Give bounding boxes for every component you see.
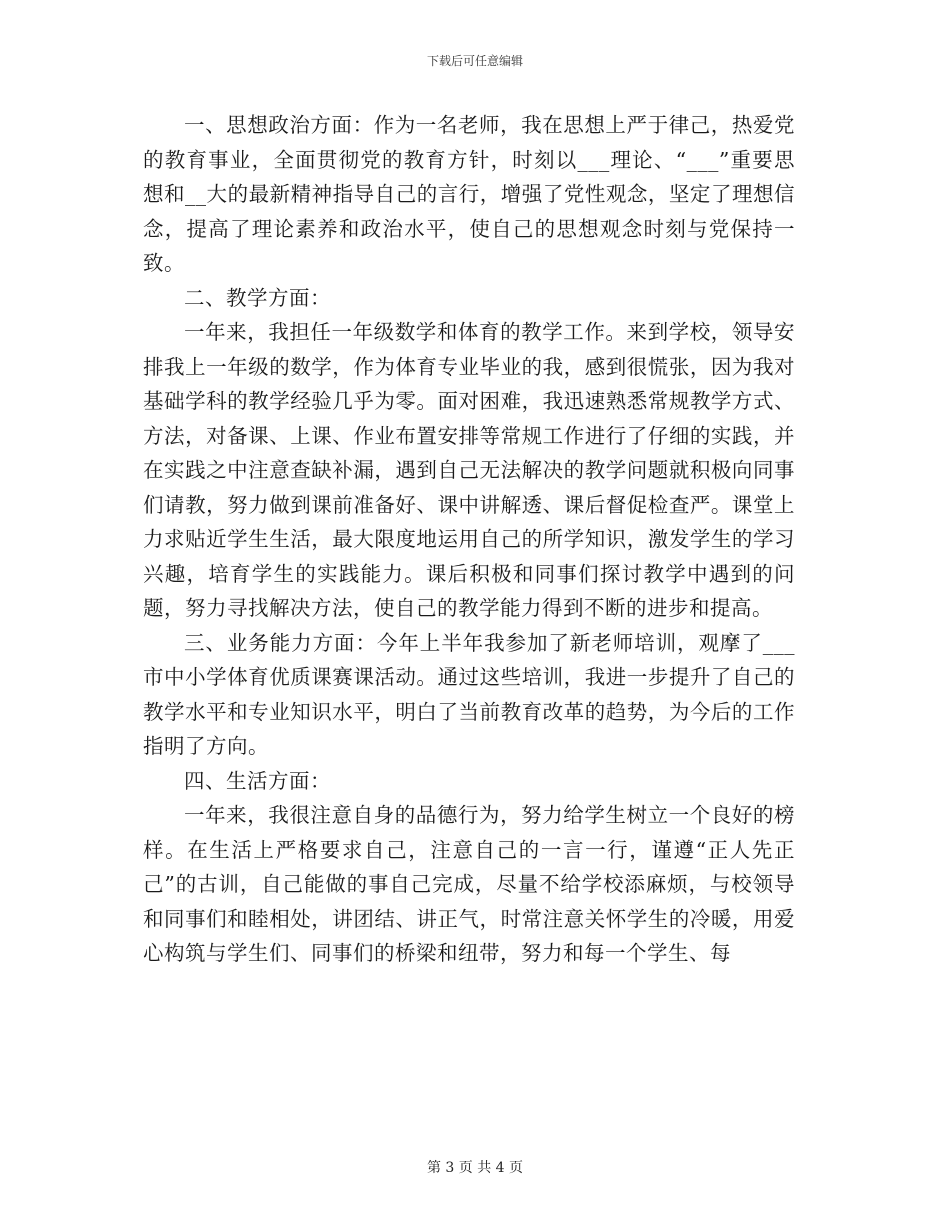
heading-teaching: 二、教学方面： bbox=[184, 285, 331, 310]
paragraph-political: 一、思想政治方面：作为一名老师，我在思想上严于律己，热爱党的教育事业，全面贯彻党的教育方针，时刻以___理论、“___”重要思想和__大的最新精神指导自己的言行，增强了党性观念，坚定了理想信念，提高了理论素养和政治水平，使自己的思想观念时刻与党保持一致。 bbox=[143, 113, 795, 275]
document-body bbox=[143, 108, 795, 971]
heading-life: 四、生活方面： bbox=[184, 768, 331, 793]
paragraph-professional: 三、业务能力方面：今年上半年我参加了新老师培训，观摩了___市中小学体育优质课赛课活动。通过这些培训，我进一步提升了自己的教学水平和专业知识水平，明白了当前教育改革的趋势，为今后的工作指明了方向。 bbox=[143, 630, 795, 758]
page-number: 第 3 页 共 4 页 bbox=[426, 1160, 524, 1176]
paragraph-life: 一年来，我很注意自身的品德行为，努力给学生树立一个良好的榜样。在生活上严格要求自己，注意自己的一言一行，谨遵“正人先正己”的古训，自己能做的事自己完成，尽量不给学校添麻烦，与校领导和同事们和睦相处，讲团结、讲正气，时常注意关怀学生的冷暖，用爱心构筑与学生们、同事们的桥梁和纽带，努力和每一个学生、每 bbox=[143, 803, 795, 965]
page-header: 下载后可任意编辑 bbox=[426, 54, 523, 68]
paragraph-teaching: 一年来，我担任一年级数学和体育的教学工作。来到学校，领导安排我上一年级的数学，作为体育专业毕业的我，感到很慌张，因为我对基础学科的教学经验几乎为零。面对困难，我迅速熟悉常规教学方式、方法，对备课、上课、作业布置安排等常规工作进行了仔细的实践，并在实践之中注意查缺补漏，遇到自己无法解决的教学问题就积极向同事们请教，努力做到课前准备好、课中讲解透、课后督促检查严。课堂上力求贴近学生生活，最大限度地运用自己的所学知识，激发学生的学习兴趣，培育学生的实践能力。课后积极和同事们探讨教学中遇到的问题，努力寻找解决方法，使自己的教学能力得到不断的进步和提高。 bbox=[143, 320, 795, 620]
